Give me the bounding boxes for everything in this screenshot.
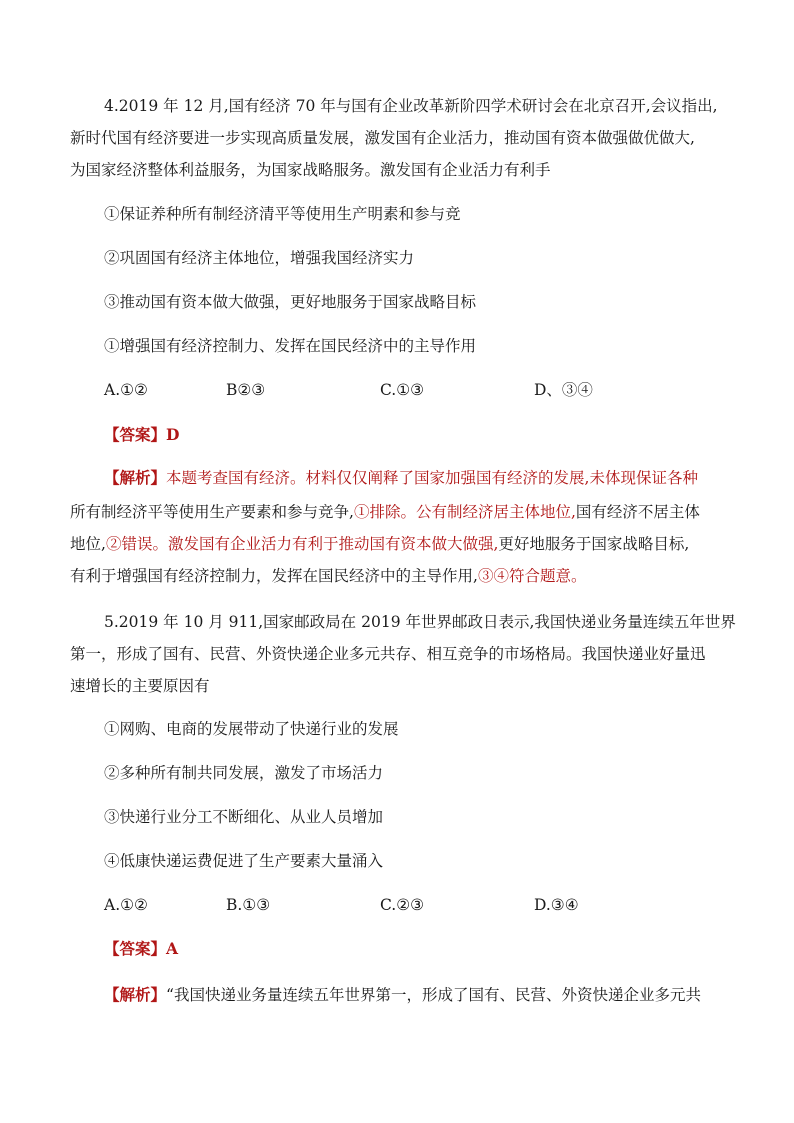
q5-analysis-text: “我国快递业务量连续五年世界第一，形成了国有、民营、外资快递企业多元共 xyxy=(166,986,701,1004)
q5-analysis-label: 【解析】 xyxy=(104,985,167,1004)
q4-analysis-line-2 xyxy=(70,502,700,522)
q4-analysis-text-4b: ③④符合题意。 xyxy=(477,567,587,585)
q5-choice-a: A.①② xyxy=(104,896,148,914)
q4-analysis-line-3 xyxy=(70,534,689,554)
q4-analysis-text-2a: 所有制经济平等使用生产要素和参与竞争, xyxy=(70,503,354,521)
q4-choice-d: D、③④ xyxy=(534,381,593,399)
q4-answer: 【答案】D xyxy=(104,425,180,444)
q4-stem-line-2: 新时代国有经济要进一步实现高质量发展，激发国有企业活力，推动国有资本做强做优做大, xyxy=(70,129,695,147)
q4-analysis-text-2b: ①排除。公有制经济居主体地位, xyxy=(353,503,576,521)
q4-analysis-text-3b: ②错误。激发国有企业活力有利于推动国有资本做大做强, xyxy=(105,535,499,553)
q4-analysis-line-4 xyxy=(70,566,586,586)
q4-analysis-text-3c: 更好地服务于国家战略目标, xyxy=(498,535,690,553)
q4-choice-b: B②③ xyxy=(226,381,266,399)
q5-option-2: ②多种所有制共同发展，激发了市场活力 xyxy=(104,764,384,782)
q4-analysis-label: 【解析】 xyxy=(104,468,167,487)
q4-analysis-line-1 xyxy=(104,468,698,488)
q4-analysis-text-1: 本题考查国有经济。材料仅仅阐释了国家加强国有经济的发展,未体现保证各种 xyxy=(166,469,698,487)
q5-choice-b: B.①③ xyxy=(226,896,271,914)
q4-analysis-text-2c: 国有经济不居主体 xyxy=(575,503,700,521)
q5-stem-line-2: 第一，形成了国有、民营、外资快递企业多元共存、相互竞争的市场格局。我国快递业好量迅 xyxy=(70,645,706,663)
q5-choice-d: D.③④ xyxy=(534,896,579,914)
q4-option-2: ②巩固国有经济主体地位，增强我国经济实力 xyxy=(104,249,415,267)
q5-stem-line-3: 速增长的主要原因有 xyxy=(70,677,210,695)
q4-stem-line-3: 为国家经济整体利益服务，为国家战略服务。激发国有企业活力有利手 xyxy=(70,161,551,179)
q4-choice-a: A.①② xyxy=(104,381,148,399)
q5-option-3: ③快递行业分工不断细化、从业人员增加 xyxy=(104,808,384,826)
q5-answer: 【答案】A xyxy=(104,939,179,958)
q5-stem-line-1: 5.2019 年 10 月 911,国家邮政局在 2019 年世界邮政日表示,我国快递业务量连续五年世界 xyxy=(104,613,736,631)
q4-stem-line-1: 4.2019 年 12 月,国有经济 70 年与国有企业改革新阶四学术研讨会在北京召开,会议指出, xyxy=(104,97,718,115)
q4-choice-c: C.①③ xyxy=(380,381,425,399)
q5-option-4: ④低康快递运费促进了生产要素大量涌入 xyxy=(104,852,384,870)
q4-option-1: ①保证养种所有制经济清平等使用生产明素和参与竞 xyxy=(104,205,461,223)
q5-analysis-line-1 xyxy=(104,985,701,1005)
q4-option-3: ③推动国有资本做大做强，更好地服务于国家战略目标 xyxy=(104,293,477,311)
q5-option-1: ①网购、电商的发展带动了快递行业的发展 xyxy=(104,720,399,738)
q4-analysis-text-4a: 有利于增强国有经济控制力，发挥在国民经济中的主导作用, xyxy=(70,567,478,585)
q4-option-4: ①增强国有经济控制力、发挥在国民经济中的主导作用 xyxy=(104,337,477,355)
q4-analysis-text-3a: 地位, xyxy=(70,535,106,553)
q5-choice-c: C.②③ xyxy=(380,896,425,914)
